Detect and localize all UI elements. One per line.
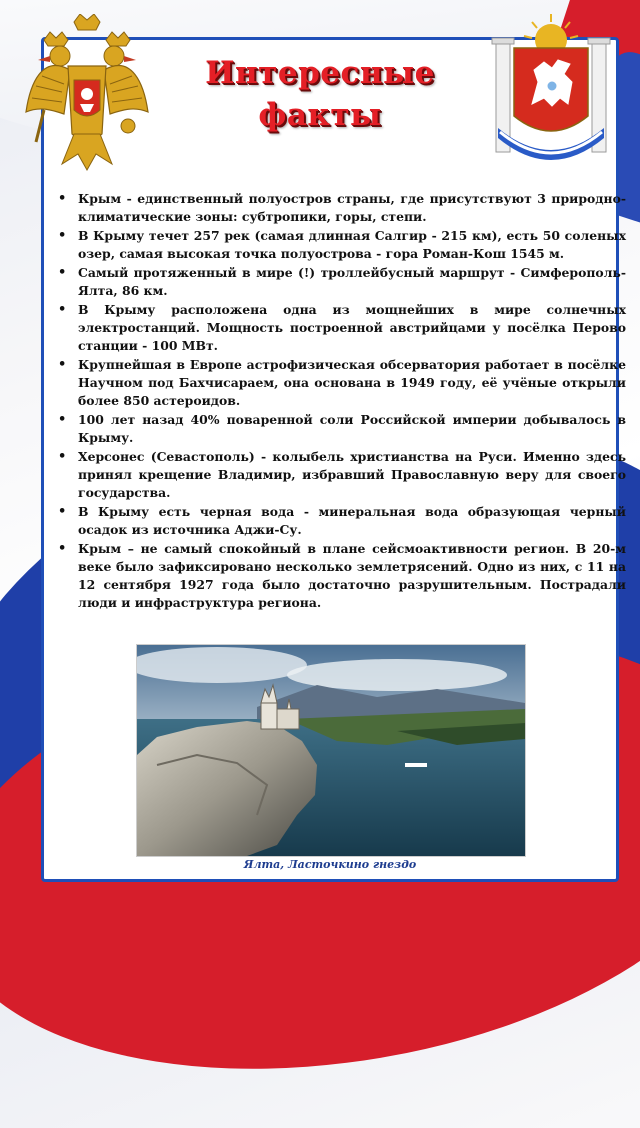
- title-line-2: факты: [258, 97, 382, 133]
- bullet-icon: •: [58, 357, 67, 372]
- fact-text: Крым - единственный полуостров страны, где присутствуют 3 природно-климатические зоны: субтропики, горы, степи.: [78, 191, 626, 224]
- fact-text: Крупнейшая в Европе астрофизическая обсерватория работает в посёлке Научном под Бахчисараем, она основана в 1949 году, её учёные открыли более 850 астероидов.: [78, 357, 626, 408]
- list-item: [58, 190, 626, 226]
- list-item: [58, 540, 626, 612]
- fact-text: Крым – не самый спокойный в плане сейсмоактивности регион. В 20-м веке было зафиксировано несколько землетрясений. Одно из них, с 11 на 12 сентября 1927 года было достаточно разрушительным. Пострадали люди и инфраструктура региона.: [78, 541, 626, 610]
- fact-text: В Крыму есть черная вода - минеральная вода образующая черный осадок из источника Аджи-Су.: [78, 504, 626, 537]
- fact-text: В Крыму расположена одна из мощнейших в мире солнечных электростанций. Мощность построенной австрийцами у посёлка Перово станции - 100 МВт.: [78, 302, 626, 353]
- fact-text: В Крыму течет 257 рек (самая длинная Салгир - 215 км), есть 50 соленых озер, самая высокая точка полуострова - гора Роман-Кош 1545 м.: [78, 228, 626, 261]
- bullet-icon: •: [58, 302, 67, 317]
- list-item: [58, 264, 626, 300]
- photo-caption: Ялта, Ласточкино гнездо: [243, 858, 417, 871]
- page-title: [170, 52, 470, 136]
- bullet-icon: •: [58, 504, 67, 519]
- bullet-icon: •: [58, 541, 67, 556]
- facts-list: [56, 190, 626, 613]
- list-item: [58, 301, 626, 355]
- fact-text: 100 лет назад 40% поваренной соли Российской империи добывалось в Крыму.: [78, 412, 626, 445]
- swallows-nest-photo: [136, 644, 526, 857]
- bullet-icon: •: [58, 449, 67, 464]
- list-item: [58, 411, 626, 447]
- fact-text: Херсонес (Севастополь) - колыбель христианства на Руси. Именно здесь принял крещение Владимир, избравший Православную веру для своего государства.: [78, 449, 626, 500]
- bullet-icon: •: [58, 412, 67, 427]
- bullet-icon: •: [58, 191, 67, 206]
- bullet-icon: •: [58, 228, 67, 243]
- title-line-1: Интересные: [205, 55, 435, 91]
- crimea-coat-of-arms-icon: [488, 12, 614, 172]
- list-item: [58, 448, 626, 502]
- list-item: [58, 356, 626, 410]
- fact-text: Самый протяженный в мире (!) троллейбусный маршрут - Симферополь-Ялта, 86 км.: [78, 265, 626, 298]
- bullet-icon: •: [58, 265, 67, 280]
- list-item: [58, 503, 626, 539]
- russia-coat-of-arms-icon: [22, 14, 152, 174]
- list-item: [58, 227, 626, 263]
